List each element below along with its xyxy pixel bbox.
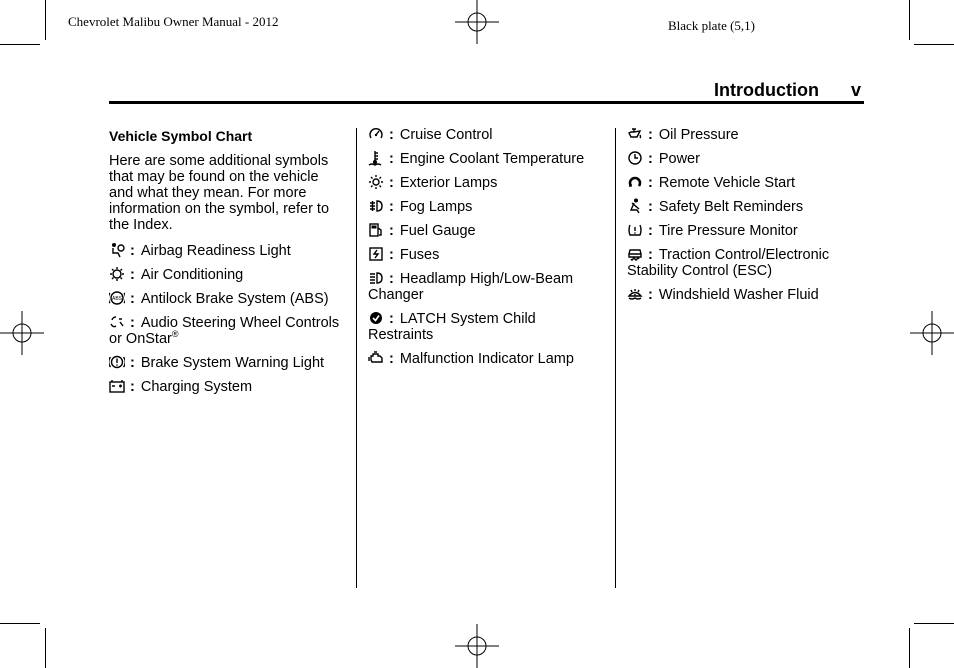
separator-colon: : (389, 127, 394, 143)
symbol-label: Fuel Gauge (399, 223, 476, 239)
abs-icon (109, 290, 125, 306)
symbol-column-1 (109, 126, 345, 402)
separator-colon: : (389, 151, 394, 167)
cruise-control-icon (368, 126, 384, 142)
running-header-plate: Black plate (5,1) (668, 18, 755, 33)
crop-mark (45, 628, 46, 668)
latch-child-restraint-icon (368, 310, 384, 326)
separator-colon: : (389, 223, 394, 239)
symbol-entry (627, 246, 863, 279)
symbol-list (109, 242, 345, 395)
symbol-label: Windshield Washer Fluid (658, 287, 819, 303)
registered-mark: ® (171, 329, 179, 340)
separator-colon: : (648, 199, 653, 215)
separator-colon: : (389, 311, 394, 327)
symbol-label: Airbag Readiness Light (140, 243, 291, 259)
registration-mark-icon (0, 311, 44, 355)
symbol-label: Engine Coolant Temperature (399, 151, 585, 167)
separator-colon: : (130, 243, 135, 259)
symbol-entry (627, 198, 863, 215)
symbol-entry (368, 126, 604, 143)
page-number: v (850, 80, 861, 100)
battery-icon (109, 378, 125, 394)
symbol-entry (109, 354, 345, 371)
symbol-entry (627, 150, 863, 167)
registration-mark-icon (455, 624, 499, 668)
symbol-label: Air Conditioning (140, 267, 244, 283)
symbol-label: Safety Belt Reminders (658, 199, 804, 215)
separator-colon: : (648, 247, 653, 263)
separator-colon: : (130, 291, 135, 307)
intro-paragraph: Here are some additional symbols that may be found on the vehicle and what they mean. For more information on the symbol, refer to the Index. (109, 153, 330, 233)
separator-colon: : (389, 351, 394, 367)
symbol-label: LATCH System Child Restraints (368, 311, 536, 343)
symbol-entry (368, 150, 604, 167)
separator-colon: : (389, 271, 394, 287)
separator-colon: : (389, 247, 394, 263)
separator-colon: : (130, 267, 135, 283)
washer-fluid-icon (627, 286, 643, 302)
separator-colon: : (648, 127, 653, 143)
crop-mark (0, 44, 40, 45)
symbol-entry (109, 266, 345, 283)
symbol-entry (109, 314, 345, 347)
symbol-entry (627, 222, 863, 239)
symbol-list (627, 126, 863, 303)
symbol-label: Remote Vehicle Start (658, 175, 796, 191)
separator-colon: : (130, 379, 135, 395)
symbol-label: Fog Lamps (399, 199, 473, 215)
chart-title: Vehicle Symbol Chart (109, 128, 253, 144)
header-rule (109, 101, 864, 104)
tire-pressure-icon (627, 222, 643, 238)
crop-mark (0, 623, 40, 624)
symbol-entry (109, 242, 345, 259)
crop-mark (909, 0, 910, 40)
symbol-label: Cruise Control (399, 127, 493, 143)
symbol-column-3 (627, 126, 863, 310)
symbol-entry (368, 310, 604, 343)
symbol-label: Fuses (399, 247, 440, 263)
separator-colon: : (648, 151, 653, 167)
traction-control-icon (627, 246, 643, 262)
power-icon (627, 150, 643, 166)
separator-colon: : (130, 355, 135, 371)
crop-mark (914, 623, 954, 624)
symbol-label: Audio Steering Wheel Controls or OnStar (109, 315, 340, 347)
section-header (109, 80, 863, 102)
symbol-label: Antilock Brake System (ABS) (140, 291, 329, 307)
running-header-title: Chevrolet Malibu Owner Manual - 2012 (68, 14, 279, 29)
crop-mark (909, 628, 910, 668)
registration-mark-icon (455, 0, 499, 44)
malfunction-engine-icon (368, 350, 384, 366)
registration-mark-icon (910, 311, 954, 355)
column-divider (356, 128, 357, 588)
coolant-temperature-icon (368, 150, 384, 166)
steering-wheel-controls-icon (109, 314, 125, 330)
symbol-label: Traction Control/Electronic Stability Control (ESC) (627, 247, 830, 279)
svg-text:ABS: ABS (111, 296, 123, 302)
symbol-entry (368, 198, 604, 215)
remote-start-icon (627, 174, 643, 190)
symbol-label: Power (658, 151, 700, 167)
symbol-entry (627, 286, 863, 303)
airbag-icon (109, 242, 125, 258)
symbol-list (368, 126, 604, 367)
section-title: Introduction (714, 80, 819, 100)
symbol-entry (627, 126, 863, 143)
symbol-label: Oil Pressure (658, 127, 739, 143)
symbol-column-2 (368, 126, 604, 374)
exterior-lamps-icon (368, 174, 384, 190)
symbol-label: Exterior Lamps (399, 175, 498, 191)
symbol-entry (109, 378, 345, 395)
symbol-entry (627, 174, 863, 191)
brake-warning-icon (109, 354, 125, 370)
separator-colon: : (389, 175, 394, 191)
symbol-label: Charging System (140, 379, 253, 395)
crop-mark (914, 44, 954, 45)
oil-pressure-icon (627, 126, 643, 142)
symbol-entry (368, 174, 604, 191)
symbol-entry (368, 270, 604, 303)
fuses-icon (368, 246, 384, 262)
separator-colon: : (130, 315, 135, 331)
symbol-entry (368, 246, 604, 263)
separator-colon: : (648, 175, 653, 191)
symbol-label: Malfunction Indicator Lamp (399, 351, 574, 367)
symbol-entry (368, 222, 604, 239)
air-conditioning-icon (109, 266, 125, 282)
symbol-label: Tire Pressure Monitor (658, 223, 798, 239)
fog-lamps-icon (368, 198, 384, 214)
column-divider (615, 128, 616, 588)
symbol-entry (109, 290, 345, 307)
separator-colon: : (389, 199, 394, 215)
seat-belt-icon (627, 198, 643, 214)
separator-colon: : (648, 287, 653, 303)
separator-colon: : (648, 223, 653, 239)
crop-mark (45, 0, 46, 40)
symbol-entry (368, 350, 604, 367)
fuel-gauge-icon (368, 222, 384, 238)
symbol-label: Headlamp High/Low-Beam Changer (368, 271, 574, 303)
symbol-label: Brake System Warning Light (140, 355, 325, 371)
headlamp-beam-icon (368, 270, 384, 286)
